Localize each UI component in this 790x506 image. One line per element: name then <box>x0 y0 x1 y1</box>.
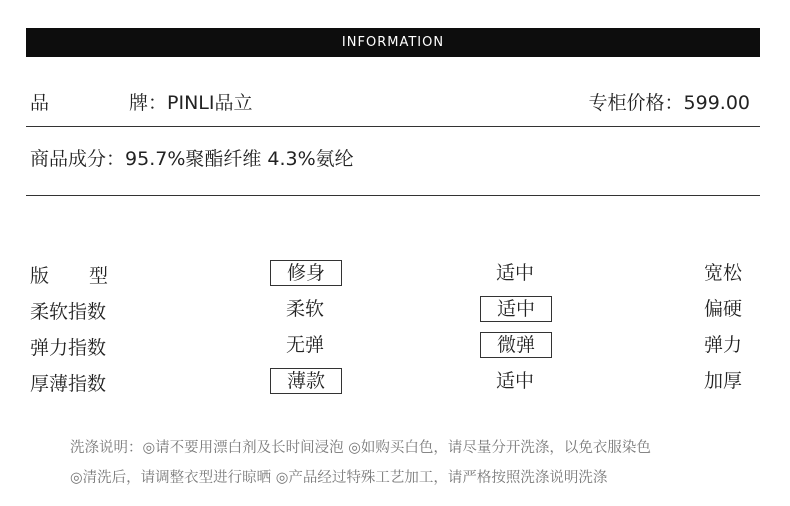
brand-price-row <box>30 88 750 114</box>
attribute-label: 厚薄指数 <box>30 373 107 395</box>
price-value: 599.00 <box>683 92 750 114</box>
composition-label: 商品成分： <box>30 148 126 170</box>
divider <box>26 195 760 196</box>
option: 适中 <box>495 370 534 392</box>
option: 偏硬 <box>703 298 742 320</box>
composition-value: 95.7%聚酯纤维 4.3%氨纶 <box>125 148 354 170</box>
attribute-row-elasticity <box>30 330 760 360</box>
brand-label-b: 牌： <box>129 92 168 114</box>
brand-info <box>30 88 252 115</box>
option-selected: 薄款 <box>270 368 342 394</box>
information-banner <box>26 28 760 57</box>
attribute-label-b: 型 <box>89 265 109 287</box>
attribute-row-softness <box>30 294 760 324</box>
price-info <box>589 88 751 115</box>
attribute-row-thickness <box>30 366 760 396</box>
attribute-label: 弹力指数 <box>30 337 107 359</box>
attribute-row-fit <box>30 258 760 288</box>
option: 适中 <box>495 262 534 284</box>
option: 无弹 <box>285 334 324 356</box>
attribute-label-a: 版 <box>30 265 50 287</box>
option: 加厚 <box>703 370 742 392</box>
attribute-label <box>30 261 108 288</box>
care-instructions-line-1: 洗涤说明：◎请不要用漂白剂及长时间浸泡 ◎如购买白色，请尽量分开洗涤，以免衣服染色 <box>70 440 651 456</box>
option-selected: 微弹 <box>480 332 552 358</box>
banner-title: INFORMATION <box>341 35 445 50</box>
attribute-label: 柔软指数 <box>30 301 107 323</box>
price-label: 专柜价格： <box>588 92 684 114</box>
brand-label-a: 品 <box>30 92 50 114</box>
option: 宽松 <box>703 262 742 284</box>
option-selected: 适中 <box>480 296 552 322</box>
option: 弹力 <box>703 334 742 356</box>
brand-value: PINLI品立 <box>167 92 253 114</box>
divider <box>26 126 760 127</box>
composition-row <box>30 144 354 171</box>
option-selected: 修身 <box>270 260 342 286</box>
care-instructions-line-2: ◎清洗后，请调整衣型进行晾晒 ◎产品经过特殊工艺加工，请严格按照洗涤说明洗涤 <box>70 470 608 486</box>
option: 柔软 <box>285 298 324 320</box>
